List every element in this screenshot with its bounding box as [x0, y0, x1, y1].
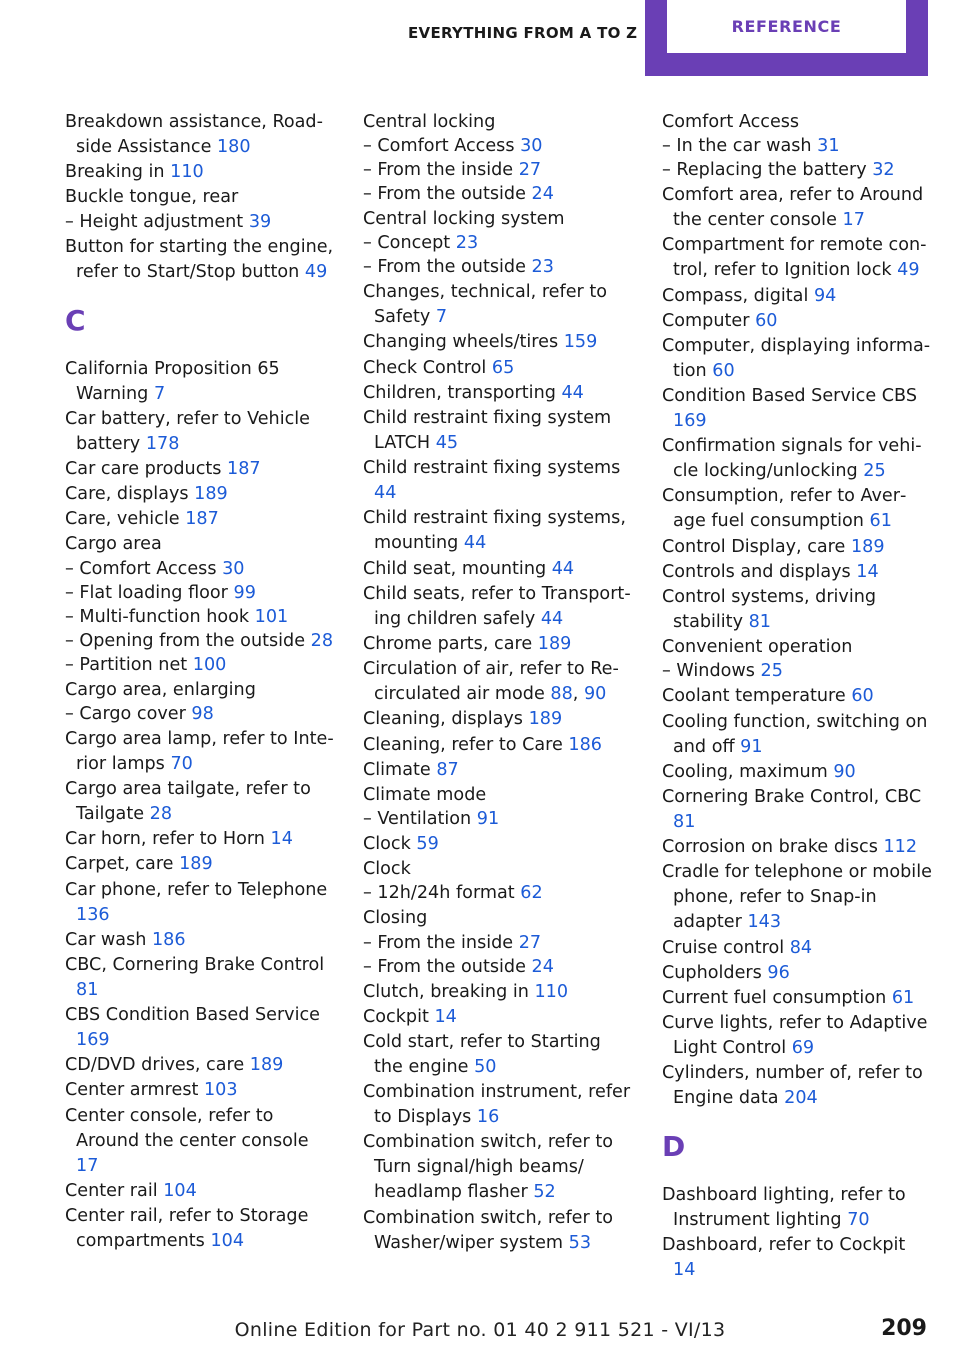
page-link[interactable]: 104	[163, 1180, 197, 1201]
entry-text: Clock	[363, 859, 411, 880]
page-link[interactable]: 189	[537, 633, 572, 654]
page-link[interactable]: 24	[531, 956, 554, 977]
entry-text: Circulation of air, refer to Recirculated air mode	[363, 659, 619, 705]
page-link[interactable]: 28	[149, 803, 173, 824]
page-link[interactable]: 53	[568, 1232, 592, 1253]
index-subentry	[662, 159, 932, 183]
page-link[interactable]: 81	[76, 979, 99, 1000]
entry-text: – Height adjustment	[65, 211, 244, 232]
index-entry	[363, 356, 633, 381]
page-link[interactable]: 23	[531, 257, 554, 278]
index-entry	[662, 710, 932, 760]
page-link[interactable]: 169	[76, 1030, 110, 1051]
index-entry	[363, 557, 633, 582]
index-entry	[662, 1233, 932, 1283]
index-entry	[662, 284, 932, 309]
page-link[interactable]: 14	[434, 1006, 457, 1027]
entry-text: Confirmation signals for vehicle locking/unlocking	[662, 436, 922, 482]
entry-text: Cargo area	[65, 534, 162, 555]
index-entry	[662, 535, 932, 560]
entry-text: CBC, Cornering Brake Control	[65, 954, 325, 975]
index-subentry	[363, 232, 633, 256]
index-entry	[65, 1053, 335, 1078]
page-link[interactable]: 112	[883, 837, 918, 858]
index-entry	[662, 484, 932, 534]
page-link[interactable]: 16	[476, 1107, 500, 1128]
entry-text: Central locking system	[363, 209, 565, 230]
entry-text: Control systems, driving stability	[662, 587, 877, 633]
entry-text: Car horn, refer to Horn	[65, 829, 265, 850]
index-subentry	[363, 932, 633, 956]
index-entry	[65, 185, 335, 210]
page-link[interactable]: 187	[185, 509, 219, 530]
page-link[interactable]: 27	[518, 160, 542, 181]
page-link[interactable]: 23	[455, 233, 479, 254]
entry-text: Changes, technical, refer to Safety	[363, 282, 608, 328]
index-entry	[363, 906, 633, 931]
entry-text: Cleaning, refer to Care	[363, 734, 563, 755]
entry-text: – Concept	[363, 233, 451, 254]
entry-text: Center console, refer to Around the center console	[65, 1105, 309, 1151]
page-link[interactable]: 84	[789, 937, 813, 958]
page-link[interactable]: 65	[491, 357, 515, 378]
entry-text: – From the outside	[363, 184, 526, 205]
edition-footer: Online Edition for Part no. 01 40 2 911 521 - VI/13	[234, 1319, 726, 1341]
page-link[interactable]: 7	[153, 383, 166, 404]
index-subentry	[65, 558, 335, 582]
page-link[interactable]: 59	[416, 834, 439, 855]
entry-text: Center rail, refer to Storage compartments	[65, 1206, 309, 1252]
page-link[interactable]: 110	[534, 981, 569, 1002]
page-link[interactable]: 169	[673, 411, 707, 432]
entry-text: Climate mode	[363, 784, 487, 805]
page-link[interactable]: 88	[550, 684, 573, 705]
page-link[interactable]: 44	[463, 533, 487, 554]
entry-text: Center rail	[65, 1180, 158, 1201]
index-entry	[662, 585, 932, 635]
entry-text: Comfort Access	[662, 112, 800, 132]
entry-text: Curve lights, refer to Adaptive Light Control	[662, 1013, 928, 1059]
index-letter-heading: C	[65, 303, 86, 337]
index-entry	[363, 758, 633, 783]
page-link[interactable]: 49	[897, 260, 920, 281]
page-link[interactable]: 17	[76, 1155, 99, 1176]
page-link[interactable]: 81	[748, 612, 771, 633]
index-entry	[662, 760, 932, 785]
page-link[interactable]: 62	[520, 883, 543, 904]
page-link[interactable]: 189	[249, 1055, 284, 1076]
page-link[interactable]: 81	[673, 811, 696, 832]
index-entry	[65, 678, 335, 703]
entry-text: Center armrest	[65, 1080, 199, 1101]
page-link[interactable]: 101	[254, 606, 289, 627]
entry-text: Car wash	[65, 929, 147, 950]
index-entry	[363, 330, 633, 355]
entry-text: – Comfort Access	[65, 558, 217, 579]
index-entry	[65, 357, 335, 407]
entry-text: Cupholders	[662, 962, 762, 983]
index-entry	[363, 280, 633, 330]
index-subentry	[65, 703, 335, 727]
entry-text: Cradle for telephone or mobile phone, refer to Snap-in adapter	[662, 862, 932, 933]
index-entry	[662, 684, 932, 709]
page-link[interactable]: 60	[851, 686, 874, 707]
entry-text: CD/DVD drives, care	[65, 1055, 245, 1076]
entry-text: Combination switch, refer to Washer/wiper system	[363, 1207, 613, 1253]
index-subentry	[363, 882, 633, 906]
entry-text: Child restraint fixing systems, mounting	[363, 508, 626, 554]
page-link[interactable]: 28	[310, 630, 334, 651]
page-link[interactable]: 189	[194, 484, 228, 505]
page-link[interactable]: 27	[518, 932, 542, 953]
entry-text: Breakdown assistance, Roadside Assistance	[65, 112, 323, 157]
index-entry	[363, 381, 633, 406]
entry-text: Dashboard, refer to Cockpit	[662, 1235, 906, 1256]
page-link[interactable]: 186	[568, 734, 603, 755]
index-entry	[662, 110, 932, 135]
index-entry	[65, 777, 335, 827]
entry-text: Clock	[363, 834, 411, 855]
entry-text: – Replacing the battery	[662, 160, 867, 181]
index-entry	[363, 207, 633, 232]
index-column-1	[65, 110, 335, 1254]
reference-tab-label: REFERENCE	[731, 17, 842, 36]
index-subentry	[65, 582, 335, 606]
page-link[interactable]: 17	[842, 210, 865, 231]
index-entry	[65, 852, 335, 877]
page-link[interactable]: 110	[170, 162, 204, 183]
index-entry	[65, 160, 335, 185]
page-link[interactable]: 90	[583, 684, 607, 705]
entry-text: – Opening from the outside	[65, 630, 306, 651]
page-link[interactable]: 52	[533, 1182, 556, 1203]
entry-text: Chrome parts, care	[363, 633, 533, 654]
index-entry	[363, 980, 633, 1005]
index-entry	[662, 635, 932, 660]
section-title: EVERYTHING FROM A TO Z	[408, 24, 638, 42]
entry-text: Cruise control	[662, 937, 785, 958]
entry-text: Child restraint fixing systems	[363, 458, 621, 479]
index-entry	[662, 835, 932, 860]
index-entry	[662, 936, 932, 961]
index-entry	[662, 986, 932, 1011]
entry-text: Children, transporting	[363, 382, 556, 403]
index-entry	[662, 183, 932, 233]
entry-text: Comfort area, refer to Around the center console	[662, 185, 924, 231]
reference-tab[interactable]	[645, 0, 928, 76]
index-letter-heading: D	[662, 1130, 686, 1164]
index-entry	[363, 783, 633, 808]
index-entry	[363, 857, 633, 882]
entry-text: Changing wheels/tires	[363, 332, 559, 353]
index-entry	[363, 1206, 633, 1256]
entry-text: – From the outside	[363, 956, 526, 977]
entry-text: Buckle tongue, rear	[65, 187, 239, 208]
page-link[interactable]: 91	[740, 736, 763, 757]
page-link[interactable]: 7	[435, 307, 448, 328]
index-entry	[662, 961, 932, 986]
entry-text: Closing	[363, 908, 428, 929]
index-subentry	[363, 256, 633, 280]
index-entry	[662, 1011, 932, 1061]
page-link[interactable]: 69	[791, 1038, 815, 1059]
index-entry	[65, 727, 335, 777]
page-link[interactable]: 30	[520, 136, 543, 157]
page-link[interactable]: 44	[561, 382, 584, 403]
entry-text: Check Control	[363, 357, 487, 378]
index-entry	[662, 434, 932, 484]
page-link[interactable]: 98	[191, 703, 214, 724]
index-subentry	[662, 135, 932, 159]
index-entry	[65, 110, 335, 160]
index-subentry	[65, 606, 335, 630]
reference-tab-inner	[667, 0, 906, 53]
index-entry	[65, 507, 335, 532]
page-link[interactable]: 100	[192, 654, 227, 675]
index-entry	[662, 560, 932, 585]
index-entry	[662, 1061, 932, 1111]
index-subentry	[363, 159, 633, 183]
page-link[interactable]: 32	[872, 160, 895, 181]
entry-text: Cargo area, enlarging	[65, 679, 256, 700]
entry-text: – Cargo cover	[65, 703, 186, 724]
entry-text: Carpet, care	[65, 854, 174, 875]
entry-text: Cylinders, number of, refer to Engine data	[662, 1063, 923, 1109]
entry-text: Current fuel consumption	[662, 987, 887, 1008]
page-link[interactable]: 14	[856, 561, 879, 582]
page-link[interactable]: 44	[374, 483, 397, 504]
page-link[interactable]: 96	[767, 962, 790, 983]
index-entry	[363, 582, 633, 632]
entry-text: Computer, displaying information	[662, 335, 931, 381]
page-link[interactable]: 50	[474, 1056, 497, 1077]
entry-text: CBS Condition Based Service	[65, 1005, 320, 1026]
entry-text: – In the car wash	[662, 136, 812, 157]
page-link[interactable]: 136	[76, 904, 110, 925]
index-subentry	[363, 956, 633, 980]
index-entry	[65, 482, 335, 507]
index-entry	[662, 785, 932, 835]
page-link[interactable]: 14	[270, 829, 293, 850]
page-link[interactable]: 31	[817, 136, 840, 157]
entry-text: Compartment for remote control, refer to Ignition lock	[662, 235, 927, 281]
index-entry	[65, 457, 335, 482]
page-link[interactable]: 61	[891, 987, 915, 1008]
index-entry	[65, 878, 335, 928]
entry-text: – Flat loading floor	[65, 582, 228, 603]
page-link[interactable]: 143	[747, 912, 782, 933]
entry-text: Combination instrument, refer to Displays	[363, 1082, 631, 1128]
index-subentry	[65, 630, 335, 654]
index-entry	[363, 506, 633, 556]
entry-text: – 12h/24h format	[363, 883, 515, 904]
index-entry	[662, 334, 932, 384]
entry-text: Button for starting the engine, refer to Start/Stop button	[65, 236, 334, 282]
entry-text: Car care products	[65, 458, 222, 479]
entry-text: – Comfort Access	[363, 136, 515, 157]
index-entry	[65, 1179, 335, 1204]
index-subentry	[363, 808, 633, 832]
page-link[interactable]: 61	[869, 511, 892, 532]
entry-text: Controls and displays	[662, 561, 851, 582]
index-entry	[65, 1104, 335, 1179]
index-entry	[363, 1130, 633, 1205]
page-link[interactable]: 187	[227, 458, 261, 479]
index-entry	[65, 1204, 335, 1254]
index-entry	[65, 532, 335, 557]
entry-text: – Ventilation	[363, 809, 472, 830]
entry-text: – Multi-function hook	[65, 606, 250, 627]
page-link[interactable]: 90	[833, 761, 856, 782]
page-link[interactable]: 186	[151, 929, 186, 950]
page-link[interactable]: 87	[436, 759, 459, 780]
index-entry	[363, 406, 633, 456]
index-subentry	[363, 183, 633, 207]
entry-text: Climate	[363, 759, 431, 780]
page-link[interactable]: 14	[673, 1260, 696, 1281]
page-link[interactable]: 178	[145, 433, 180, 454]
page-link[interactable]: 189	[179, 854, 213, 875]
index-entry	[363, 110, 633, 135]
page-link[interactable]: 189	[528, 709, 563, 730]
entry-text: – From the inside	[363, 932, 514, 953]
index-entry	[65, 1078, 335, 1103]
index-entry	[65, 1003, 335, 1053]
entry-text: Cargo area lamp, refer to Interior lamps	[65, 728, 334, 774]
entry-text: Cockpit	[363, 1006, 429, 1027]
entry-text: Condition Based Service CBS	[662, 386, 917, 407]
index-entry	[65, 953, 335, 1003]
page-link[interactable]: 94	[813, 285, 837, 306]
entry-text: California Proposition 65 Warning	[65, 358, 280, 404]
page-header	[0, 0, 960, 76]
entry-text: Control Display, care	[662, 536, 846, 557]
entry-text: – From the inside	[363, 160, 514, 181]
entry-text: Coolant temperature	[662, 686, 846, 707]
entry-text: – From the outside	[363, 257, 526, 278]
entry-text: Dashboard lighting, refer to Instrument lighting	[662, 1185, 906, 1231]
index-subentry	[363, 135, 633, 159]
index-entry	[662, 860, 932, 935]
page-link[interactable]: 70	[170, 753, 193, 774]
index-column-2	[363, 110, 633, 1256]
page-link[interactable]: 30	[222, 558, 245, 579]
page-link[interactable]: 103	[203, 1080, 238, 1101]
entry-text: Computer	[662, 310, 750, 331]
index-entry	[662, 309, 932, 334]
index-entry	[363, 707, 633, 732]
page-link[interactable]: 189	[850, 536, 885, 557]
entry-text: Care, vehicle	[65, 509, 180, 530]
index-entry	[363, 1080, 633, 1130]
page-link[interactable]: 91	[476, 809, 500, 830]
entry-text: – Partition net	[65, 654, 188, 675]
entry-text: Corrosion on brake discs	[662, 837, 878, 858]
page-link[interactable]: 60	[712, 360, 735, 381]
entry-text: Child seat, mounting	[363, 558, 547, 579]
entry-text: Child restraint fixing system LATCH	[363, 408, 612, 454]
page-number: 209	[881, 1316, 927, 1341]
index-subentry	[65, 211, 335, 235]
page-link[interactable]: 204	[784, 1088, 818, 1109]
index-entry	[662, 233, 932, 283]
entry-text: Convenient operation	[662, 637, 853, 658]
index-subentry	[65, 654, 335, 678]
entry-text: Cornering Brake Control, CBC	[662, 786, 922, 807]
page-link[interactable]: 44	[551, 558, 575, 579]
page-link[interactable]: 49	[304, 261, 328, 282]
index-entry	[65, 407, 335, 457]
page-link[interactable]: 25	[760, 661, 783, 682]
entry-text: – Windows	[662, 661, 755, 682]
page-link[interactable]: 24	[531, 184, 554, 205]
entry-text: Cold start, refer to Starting the engine	[363, 1031, 601, 1077]
index-entry: Circulation of air, refer to Recirculated air mode 88, 90	[363, 659, 619, 705]
page-link[interactable]: 159	[563, 332, 598, 353]
entry-text: Care, displays	[65, 484, 189, 505]
entry-text: Cooling function, switching on and off	[662, 711, 928, 757]
entry-text: Compass, digital	[662, 285, 809, 306]
entry-text: Cleaning, displays	[363, 709, 523, 730]
index-subentry	[662, 660, 932, 684]
page-link[interactable]: 70	[847, 1210, 870, 1231]
entry-text: Central locking	[363, 112, 496, 132]
entry-text: Clutch, breaking in	[363, 981, 529, 1002]
index-entry	[363, 456, 633, 506]
index-entry	[363, 1005, 633, 1030]
page-link[interactable]: 45	[435, 433, 459, 454]
index-entry	[363, 1030, 633, 1080]
page-link[interactable]: 104	[210, 1231, 245, 1252]
page-link[interactable]: 99	[233, 582, 256, 603]
entry-text: Child seats, refer to Transporting children safely	[363, 583, 631, 629]
index-entry	[65, 827, 335, 852]
index-entry	[363, 832, 633, 857]
index-entry	[65, 928, 335, 953]
entry-text: Cargo area tailgate, refer to Tailgate	[65, 778, 311, 824]
index-entry	[662, 1183, 932, 1233]
entry-text: Combination switch, refer to Turn signal/high beams/ headlamp flasher	[363, 1132, 613, 1203]
entry-text: Breaking in	[65, 162, 165, 183]
index-entry	[662, 384, 932, 434]
index-column-3	[662, 110, 932, 1284]
index-entry	[363, 733, 633, 758]
page-link[interactable]: 180	[216, 137, 251, 157]
entry-text: Car phone, refer to Telephone	[65, 879, 328, 900]
entry-text: Car battery, refer to Vehicle battery	[65, 408, 310, 454]
page-link[interactable]: 44	[540, 608, 564, 629]
entry-text: Cooling, maximum	[662, 761, 828, 782]
index-entry	[65, 235, 335, 285]
page-link[interactable]: 60	[755, 310, 778, 331]
page-link[interactable]: 39	[248, 211, 272, 232]
entry-text: Consumption, refer to Average fuel consumption	[662, 486, 907, 532]
index-entry	[363, 632, 633, 657]
page-link[interactable]: 25	[863, 461, 886, 482]
